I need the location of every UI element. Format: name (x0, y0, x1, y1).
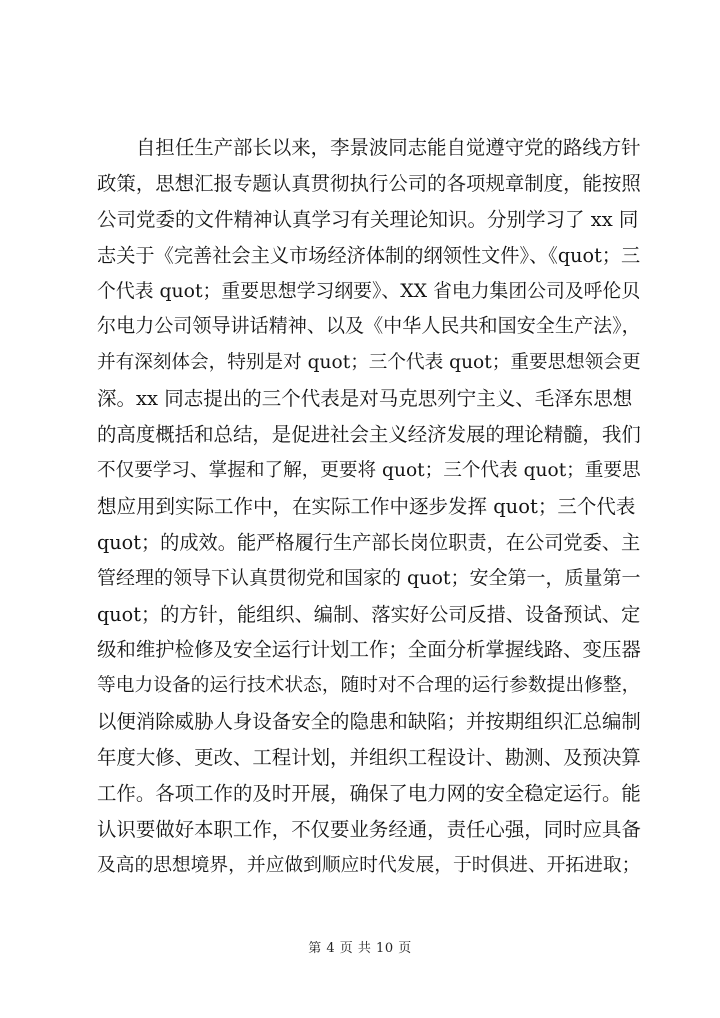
paragraph-line: quot；的成效。能严格履行生产部长岗位职责，在公司党委、主 (97, 530, 641, 554)
paragraph-line: 自担任生产部长以来，李景波同志能自觉遵守党的路线方针 (136, 136, 641, 159)
paragraph-line: 想应用到实际工作中，在实际工作中逐步发挥 quot；三个代表 (97, 494, 636, 518)
paragraph-line: 深。xx 同志提出的三个代表是对马克思列宁主义、毛泽东思想 (97, 387, 633, 411)
page-number-footer: 第 4 页 共 10 页 (308, 941, 412, 956)
paragraph-line: 认识要做好本职工作，不仅要业务经通，责任心强，同时应具备 (97, 817, 641, 841)
paragraph-line: 不仅要学习、掌握和了解，更要将 quot；三个代表 quot；重要思 (97, 460, 641, 482)
paragraph-line: 以便消除威胁人身设备安全的隐患和缺陷；并按期组织汇总编制 (97, 710, 641, 734)
paragraph-line: 工作。各项工作的及时开展，确保了电力网的安全稳定运行。能 (97, 782, 641, 806)
paragraph-line: 并有深刻体会，特别是对 quot；三个代表 quot；重要思想领会更 (97, 352, 641, 374)
paragraph-line: 级和维护检修及安全运行计划工作；全面分析掌握线路、变压器 (97, 638, 641, 662)
paragraph-line: quot；的方针，能组织、编制、落实好公司反措、设备预试、定 (97, 602, 641, 626)
body-paragraph (97, 130, 641, 884)
paragraph-line: 尔电力公司领导讲话精神、以及《中华人民共和国安全生产法》， (97, 315, 641, 338)
paragraph-line: 志关于《完善社会主义市场经济体制的纲领性文件》、《quot；三 (97, 243, 641, 267)
paragraph-line: 政策，思想汇报专题认真贯彻执行公司的各项规章制度，能按照 (97, 171, 641, 195)
paragraph-line: 管经理的领导下认真贯彻党和国家的 quot；安全第一，质量第一 (97, 566, 641, 589)
paragraph-line: 及高的思想境界，并应做到顺应时代发展，于时俱进、开拓进取； (97, 854, 641, 876)
paragraph-line: 等电力设备的运行技术状态，随时对不合理的运行参数提出修整， (97, 675, 641, 697)
paragraph-line: 的高度概括和总结，是促进社会主义经济发展的理论精髓，我们 (97, 423, 641, 447)
paragraph-line: 年度大修、更改、工程计划，并组织工程设计、勘测、及预决算 (97, 746, 641, 770)
paragraph-line: 个代表 quot；重要思想学习纲要》、XX 省电力集团公司及呼伦贝 (97, 280, 641, 302)
paragraph-line: 公司党委的文件精神认真学习有关理论知识。分别学习了 xx 同 (97, 207, 639, 231)
